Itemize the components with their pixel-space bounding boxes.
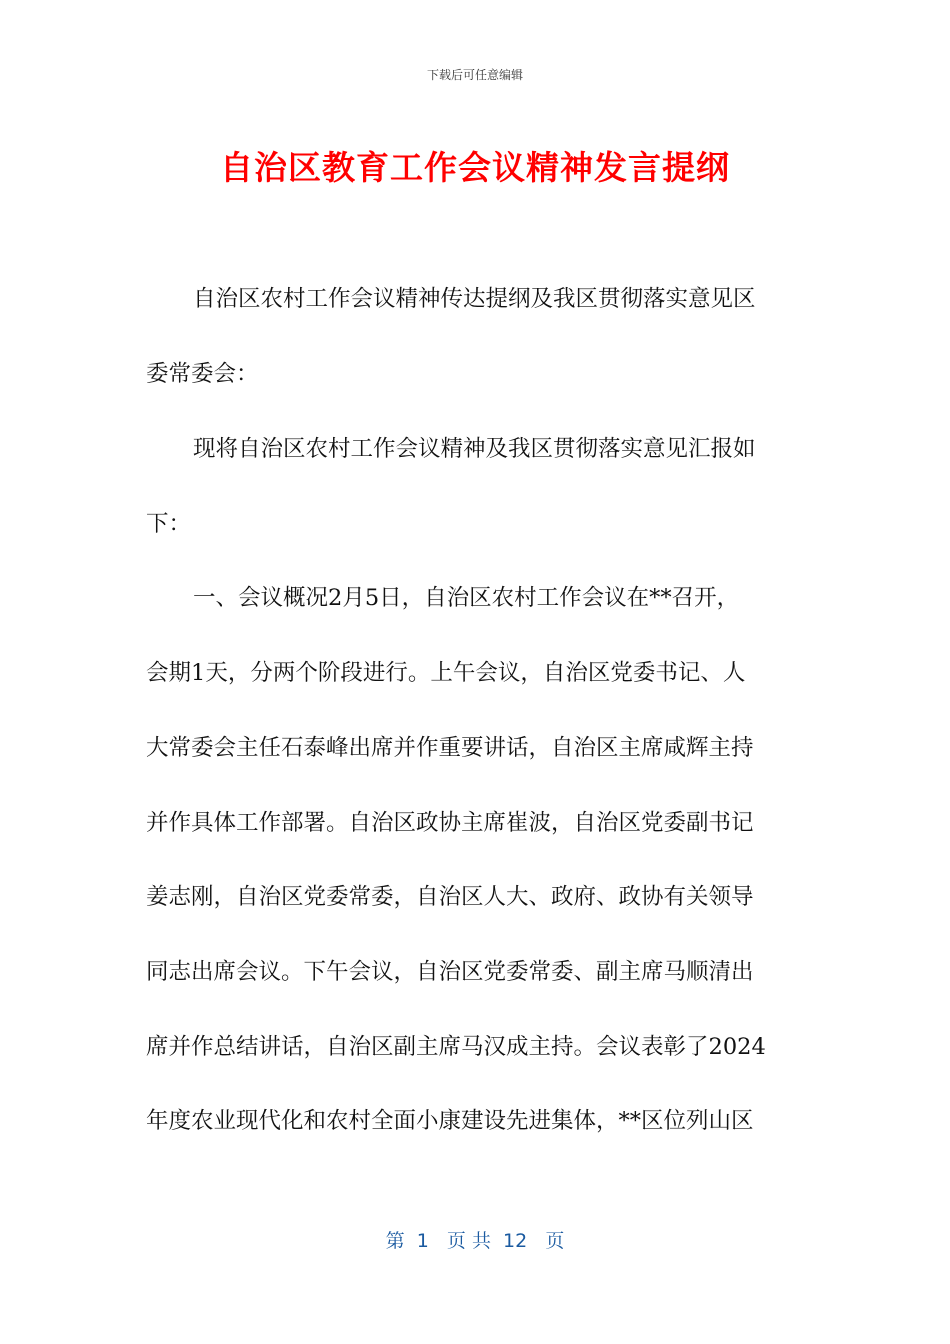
paragraph-line: 大常委会主任石泰峰出席并作重要讲话，自治区主席咸辉主持 bbox=[146, 735, 754, 761]
paragraph-line: 会期1天，分两个阶段进行。上午会议，自治区党委书记、人 bbox=[146, 660, 746, 686]
header-note: 下载后可任意编辑 bbox=[426, 68, 523, 82]
paragraph-line: 下： bbox=[146, 511, 192, 537]
paragraph-line: 年度农业现代化和农村全面小康建设先进集体，**区位列山区 bbox=[146, 1108, 754, 1134]
paragraph-line: 并作具体工作部署。自治区政协主席崔波，自治区党委副书记 bbox=[146, 810, 754, 836]
paragraph-line: 席并作总结讲话，自治区副主席马汉成主持。会议表彰了2024 bbox=[146, 1034, 766, 1060]
paragraph-line: 同志出席会议。下午会议，自治区党委常委、副主席马顺清出 bbox=[146, 959, 754, 985]
paragraph-line: 一、会议概况2月5日，自治区农村工作会议在**召开， bbox=[193, 585, 740, 611]
page-footer: 第 1 页 共 12 页 bbox=[385, 1230, 565, 1252]
paragraph-line: 现将自治区农村工作会议精神及我区贯彻落实意见汇报如 bbox=[193, 436, 756, 462]
paragraph-line: 自治区农村工作会议精神传达提纲及我区贯彻落实意见区 bbox=[193, 286, 756, 312]
document-title: 自治区教育工作会议精神发言提纲 bbox=[220, 148, 730, 187]
paragraph-line: 委常委会： bbox=[146, 361, 259, 387]
paragraph-line: 姜志刚，自治区党委常委，自治区人大、政府、政协有关领导 bbox=[146, 884, 754, 910]
